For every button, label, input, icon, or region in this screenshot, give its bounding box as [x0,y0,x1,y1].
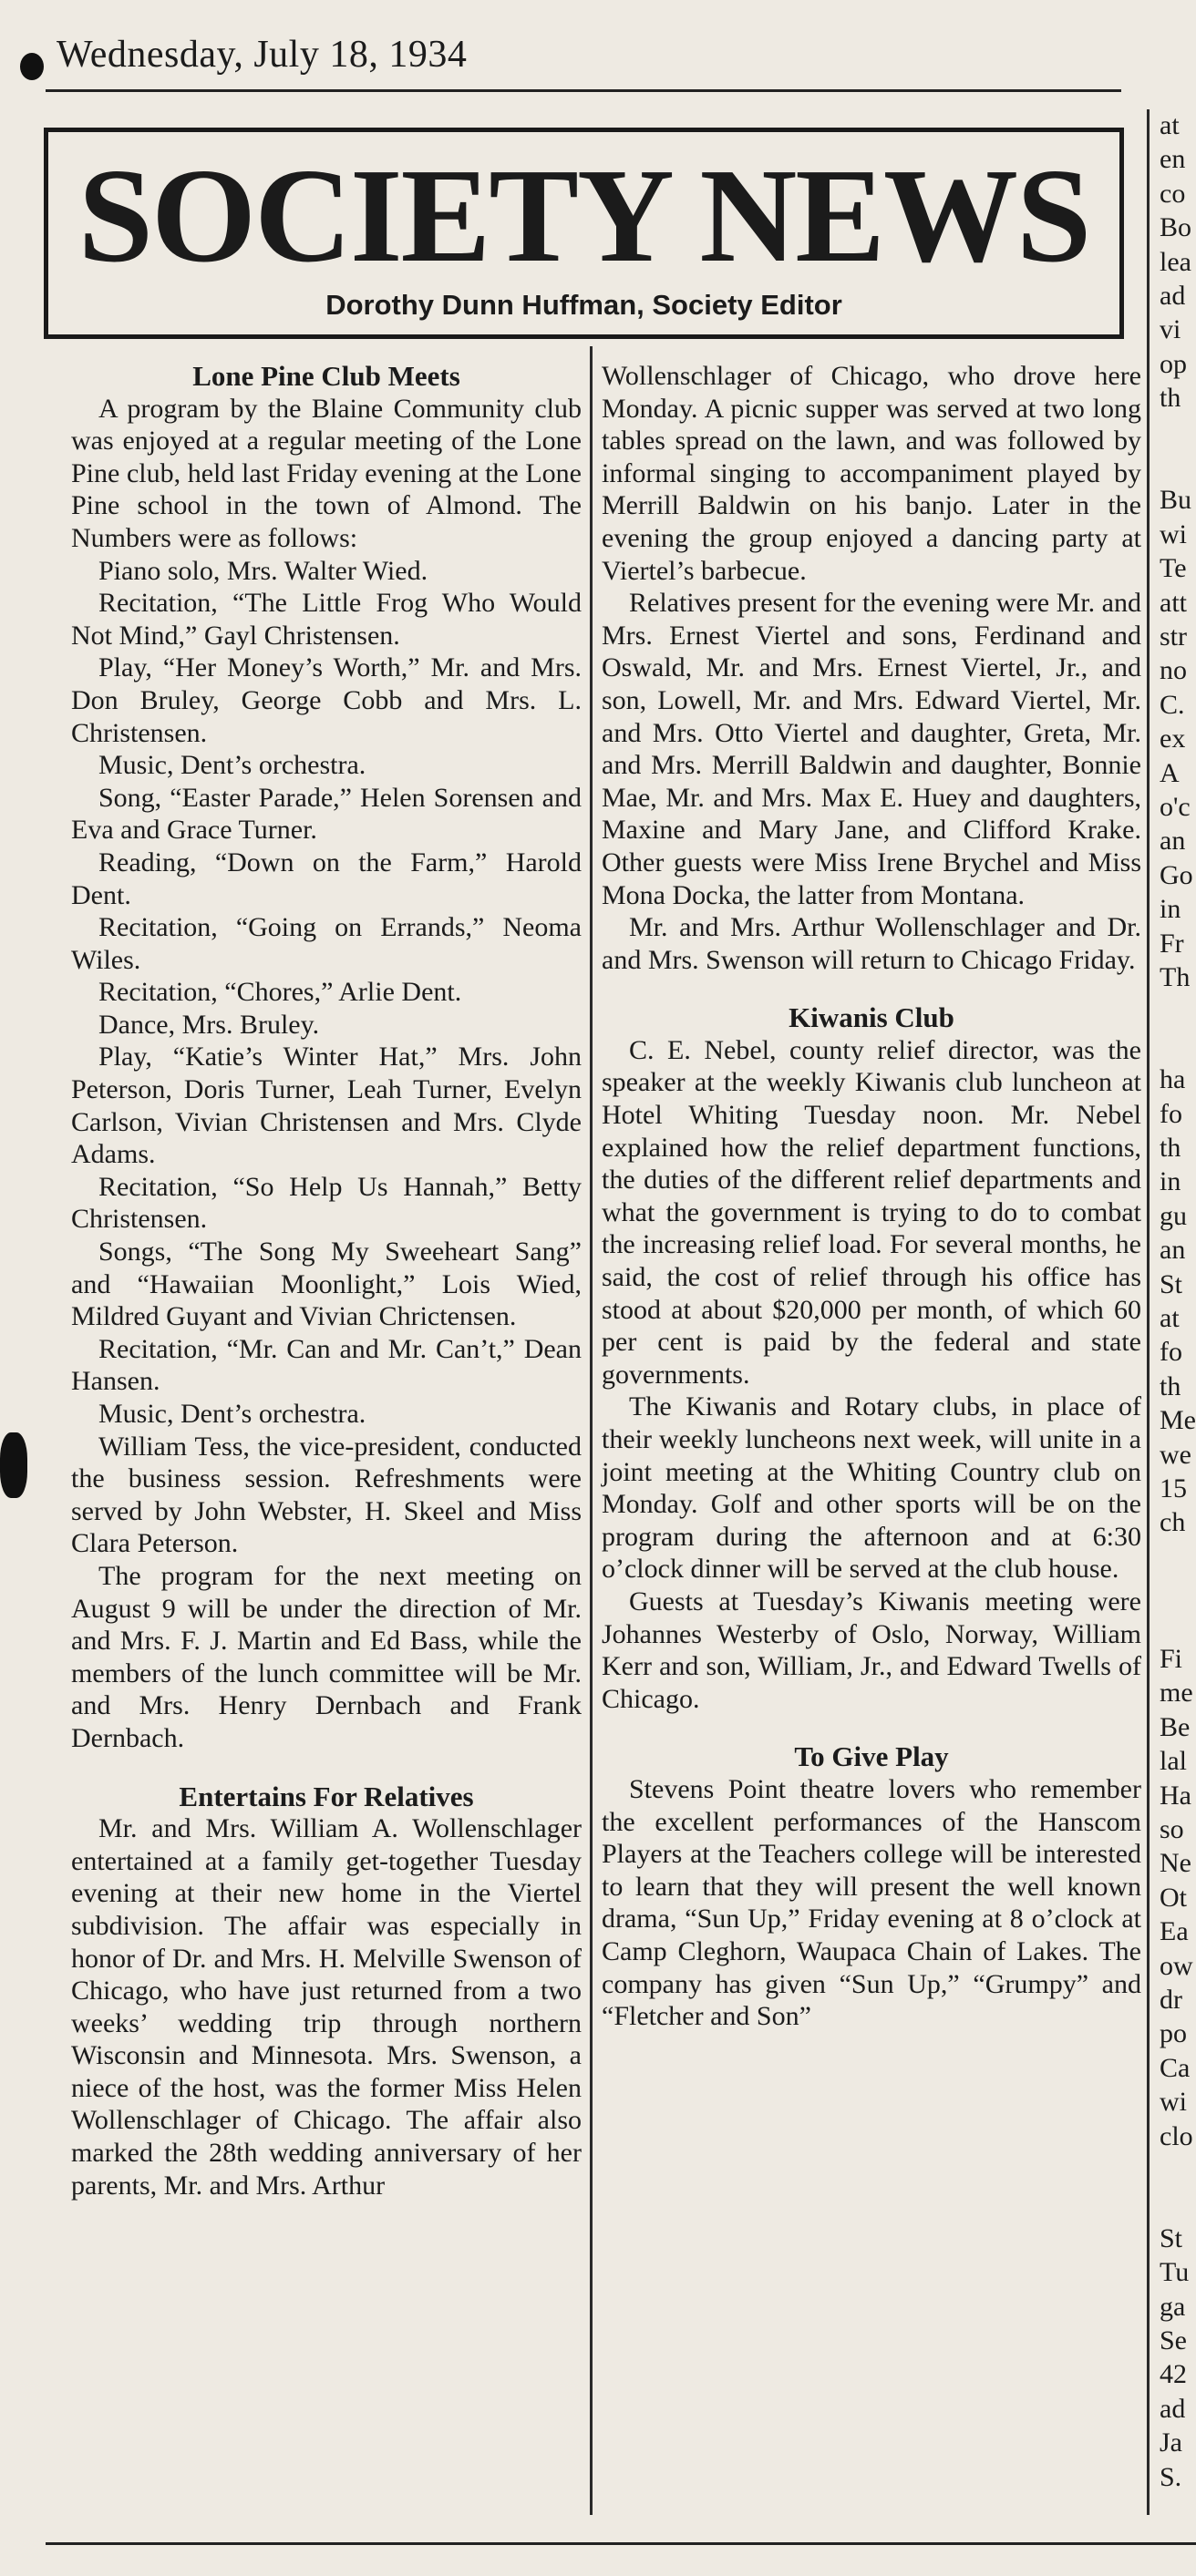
article-paragraph: Stevens Point theatre lovers who remember the excellent performances of the Hanscom Players at the Teachers college will be interested to learn that they will present the well known drama, “Sun Up,” Friday evening at 8 o’clock at Camp Cleghorn, Waupaca Chain of Lakes. The company has given “Sun Up,” “Grumpy” and “Fletcher and Son” [602,1773,1141,2032]
edge-text-fragment: St [1160,2222,1183,2253]
edge-text-fragment: clo [1160,2120,1193,2151]
masthead-editor-credit: Dorothy Dunn Huffman, Society Editor [325,289,842,321]
article-headline: Lone Pine Club Meets [192,360,460,392]
article-paragraph: Guests at Tuesday’s Kiwanis meeting were Johannes Westerby of Oslo, Norway, William Kerr and son, William, Jr., and Edward Twells of Chicago. [602,1586,1141,1714]
edge-text-fragment: Ot [1160,1882,1187,1913]
edge-text-fragment: wi [1160,2087,1187,2118]
right-column-rule [1147,109,1150,2515]
edge-text-fragment: Go [1160,859,1193,890]
section-spacer [602,1715,1141,1740]
article-paragraph: Mr. and Mrs. William A. Wollenschlager entertained at a family get-together Tuesday evening at their new home in the Viertel subdivision. The affair was especially in honor of Dr. and Mrs. H. Melville Swenson of Chicago, who have just returned from a two weeks’ wedding trip through northern Wisconsin and Minnesota. Mrs. Swenson, a niece of the host, was the former Miss Helen Wollenschlager of Chicago. The affair also marked the 28th wedding anniversary of her parents, Mr. and Mrs. Arthur [71,1813,582,2201]
edge-text-fragment: S. [1160,2461,1182,2492]
edge-text-fragment: no [1160,655,1187,686]
edge-text-fragment: wi [1160,518,1187,549]
article-paragraph: Play, “Her Money’s Worth,” Mr. and Mrs. Don Bruley, George Cobb and Mrs. L. Christensen. [71,652,582,748]
article-paragraph: Recitation, “The Little Frog Who Would Not Mind,” Gayl Christensen. [71,588,582,651]
edge-text-fragment: ch [1160,1507,1186,1538]
article-paragraph: Recitation, “Chores,” Arlie Dent. [98,977,462,1008]
article-paragraph: Mr. and Mrs. Arthur Wollenschlager and Dr. and Mrs. Swenson will return to Chicago Friday. [602,912,1141,975]
article-headline: Entertains For Relatives [179,1780,474,1812]
article-paragraph: Relatives present for the evening were Mr. and Mrs. Ernest Viertel and sons, Ferdinand and Oswald, Mr. and Mrs. Ernest Viertel, Jr., and son, Lowell, Mr. and Mrs. Edward Viertel, Mr. and Mrs. Otto Viertel and daughter, Greta, Mr. and Mrs. Merrill Baldwin and daughter, Bonnie Mae, Mr. and Mrs. Max E. Huey and daughters, Maxine and Mary Jane, and Clifford Krake. Other guests were Miss Irene Brychel and Miss Mona Docka, the latter from Montana. [602,588,1141,910]
edge-text-fragment: so [1160,1814,1184,1844]
edge-text-fragment: Th [1160,962,1191,992]
edge-text-fragment: Ja [1160,2427,1182,2458]
edge-text-fragment: Tu [1160,2257,1190,2288]
masthead-title: SOCIETY NEWS [77,141,1090,291]
article-paragraph: C. E. Nebel, county relief director, was the speaker at the weekly Kiwanis club luncheon at Hotel Whiting Tuesday noon. Mr. Nebel explained how the relief department functions, the duties of the different relief departments and what the government is trying to do to combat the increasing relief load. For several months, he said, the cost of relief through his office has stood at about $20,000 per month, of which 60 per cent is paid by the federal and state governments. [602,1034,1141,1390]
edge-text-fragment: St [1160,1268,1183,1299]
edge-text-fragment: ow [1160,1950,1193,1981]
article-paragraph: Songs, “The Song My Sweeheart Sang” and “Hawaiian Moonlight,” Lois Wied, Mildred Guyant and Vivian Chrictensen. [71,1237,582,1332]
edge-text-fragment: Be [1160,1711,1191,1742]
edge-text-fragment: Fi [1160,1644,1183,1674]
edge-text-fragment: ad [1160,281,1186,311]
edge-text-fragment: dr [1160,1985,1182,2015]
column-left [71,360,582,2201]
article-paragraph: The Kiwanis and Rotary clubs, in place of their weekly luncheons next week, will unite in a joint meeting at the Whiting Country club on Monday. Golf and other sports will be on the program during the afternoon and at 6:30 o’clock dinner will be served at the club house. [602,1391,1141,1585]
footer-rule [46,2542,1196,2545]
edge-text-fragment: Fr [1160,928,1184,959]
edge-text-fragment: gu [1160,1200,1187,1231]
page-hole-mark [20,53,44,80]
article-paragraph: Song, “Easter Parade,” Helen Sorensen and Eva and Grace Turner. [71,782,582,846]
masthead-box [44,128,1124,339]
edge-text-fragment: ex [1160,724,1186,754]
article-headline: Kiwanis Club [789,1001,954,1034]
edge-text-fragment: lal [1160,1746,1187,1777]
article-paragraph: William Tess, the vice-president, conducted the business session. Refreshments were served by John Webster, H. Skeel and Miss Clara Peterson. [71,1431,582,1559]
article-paragraph: A program by the Blaine Community club was enjoyed at a regular meeting of the Lone Pine club, held last Friday evening at the Lone Pine school in the town of Almond. The Numbers were as follows: [71,393,582,553]
article-paragraph: Recitation, “Mr. Can and Mr. Can’t,” Dean Hansen. [71,1333,582,1397]
edge-text-fragment: Se [1160,2325,1187,2355]
article-paragraph: Wollenschlager of Chicago, who drove here Monday. A picnic supper was served at two long tables spread on the lawn, and was followed by informal singing to accompaniment played by Merrill Baldwin on his banjo. Later in the evening the group enjoyed a dancing party at Viertel’s barbecue. [602,361,1141,586]
edge-text-fragment: A [1160,757,1180,788]
section-spacer [602,976,1141,1001]
article-paragraph: Music, Dent’s orchestra. [98,750,366,781]
edge-text-fragment: att [1160,587,1187,618]
edge-text-fragment: in [1160,894,1181,925]
edge-text-fragment: fo [1160,1337,1182,1368]
edge-text-fragment: Bo [1160,212,1192,243]
article-paragraph: Recitation, “So Help Us Hannah,” Betty Christensen. [71,1171,582,1235]
edge-text-fragment: vi [1160,314,1181,345]
edge-text-fragment: C. [1160,689,1185,720]
edge-text-fragment: Ne [1160,1848,1191,1879]
article-paragraph: The program for the next meeting on August 9 will be under the direction of Mr. and Mrs. F. J. Martin and Ed Bass, while the members of the lunch committee will be Mr. and Mrs. Henry Dernbach and Frank Dernbach. [71,1560,582,1753]
edge-text-fragment: ha [1160,1064,1186,1095]
edge-text-fragment: Bu [1160,485,1192,516]
edge-text-fragment: Ea [1160,1916,1189,1947]
column-right [602,360,1141,2033]
edge-text-fragment: th [1160,1133,1181,1163]
edge-text-fragment: Ha [1160,1780,1191,1811]
article-paragraph: Dance, Mrs. Bruley. [98,1009,320,1040]
header-rule [46,89,1121,92]
edge-text-fragment: po [1160,2018,1187,2049]
page-hole-mark [0,1432,27,1498]
article-paragraph: Recitation, “Going on Errands,” Neoma Wiles. [71,912,582,975]
edge-text-fragment: en [1160,144,1186,175]
edge-text-fragment: Me [1160,1405,1196,1436]
edge-text-fragment: an [1160,1235,1186,1266]
article-paragraph: Music, Dent’s orchestra. [98,1399,366,1429]
article-paragraph: Play, “Katie’s Winter Hat,” Mrs. John Peterson, Doris Turner, Leah Turner, Evelyn Carlson, Vivian Christensen and Mrs. Clyde Adams. [71,1042,582,1170]
edge-text-fragment: at [1160,1303,1180,1333]
edge-text-fragment: ga [1160,2291,1186,2322]
edge-text-fragment: Ca [1160,2052,1191,2083]
dateline: Wednesday, July 18, 1934 [57,34,468,76]
edge-text-fragment: fo [1160,1098,1182,1129]
edge-text-fragment: Te [1160,553,1187,584]
edge-text-fragment: in [1160,1166,1181,1197]
section-spacer [71,1755,582,1781]
edge-text-fragment: co [1160,178,1186,209]
edge-text-fragment: 42 [1160,2359,1187,2390]
article-headline: To Give Play [794,1740,949,1773]
edge-text-fragment: th [1160,1370,1181,1401]
edge-text-fragment: o'c [1160,792,1191,822]
edge-text-fragment: an [1160,826,1186,857]
edge-text-fragment: lea [1160,246,1191,277]
edge-text-fragment: str [1160,621,1187,652]
edge-text-fragment: we [1160,1439,1191,1470]
edge-text-fragment: op [1160,348,1187,379]
edge-text-fragment: me [1160,1678,1193,1709]
edge-text-fragment: at [1160,110,1180,140]
article-paragraph: Reading, “Down on the Farm,” Harold Dent. [71,847,582,910]
article-paragraph: Piano solo, Mrs. Walter Wied. [98,555,428,586]
edge-text-fragment: 15 [1160,1473,1187,1504]
edge-text-fragment: th [1160,383,1181,414]
column-rule [590,346,593,2515]
edge-text-fragment: ad [1160,2393,1186,2424]
